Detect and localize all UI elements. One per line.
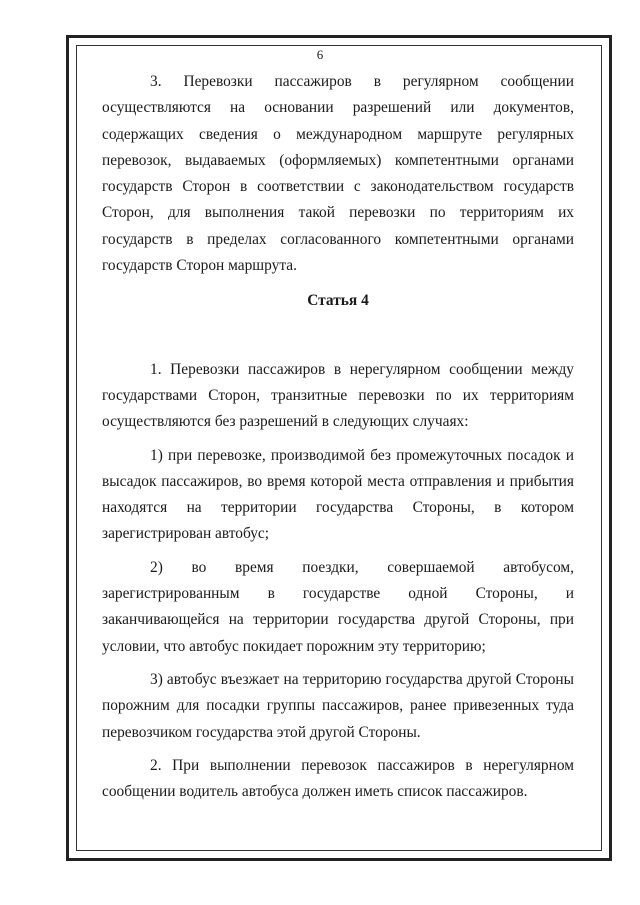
paragraph-subitem-1: 1) при перевозке, производимой без промежуточных посадок и высадок пассажиров, во время которой места отправления и прибытия находятся на территории государства Стороны, в котором зарегистрирован автобус; bbox=[102, 446, 574, 543]
paragraph-article4-item1: 1. Перевозки пассажиров в нерегулярном сообщении между государствами Сторон, транзитные перевозки по их территориям осуществляются без разрешений в следующих случаях: bbox=[102, 360, 574, 431]
paragraph-subitem-2: 2) во время поездки, совершаемой автобусом, зарегистрированным в государстве одной Стороны, и заканчивающейся на территории государства другой Стороны, при условии, что автобус покидает порожним эту территорию; bbox=[102, 558, 574, 655]
page-number: 6 bbox=[316, 47, 324, 62]
paragraph-article4-item2: 2. При выполнении перевозок пассажиров в нерегулярном сообщении водитель автобуса должен иметь список пассажиров. bbox=[102, 756, 574, 801]
article-heading: Статья 4 bbox=[307, 292, 369, 310]
document-body bbox=[102, 69, 574, 805]
paragraph-article3-item3: 3. Перевозки пассажиров в регулярном сообщении осуществляются на основании разрешений или документов, содержащих сведения о международном маршруте регулярных перевозок, выдаваемых (оформляемых) компетентными органами государств Сторон в соответствии с законодательством государств Сторон, для выполнения такой перевозки по территориям их государств в пределах согласованного компетентными органами государств Сторон маршрута. bbox=[102, 73, 574, 275]
paragraph-subitem-3: 3) автобус въезжает на территорию государства другой Стороны порожним для посадки группы пассажиров, ранее привезенных туда перевозчиком государства этой другой Стороны. bbox=[102, 670, 574, 741]
